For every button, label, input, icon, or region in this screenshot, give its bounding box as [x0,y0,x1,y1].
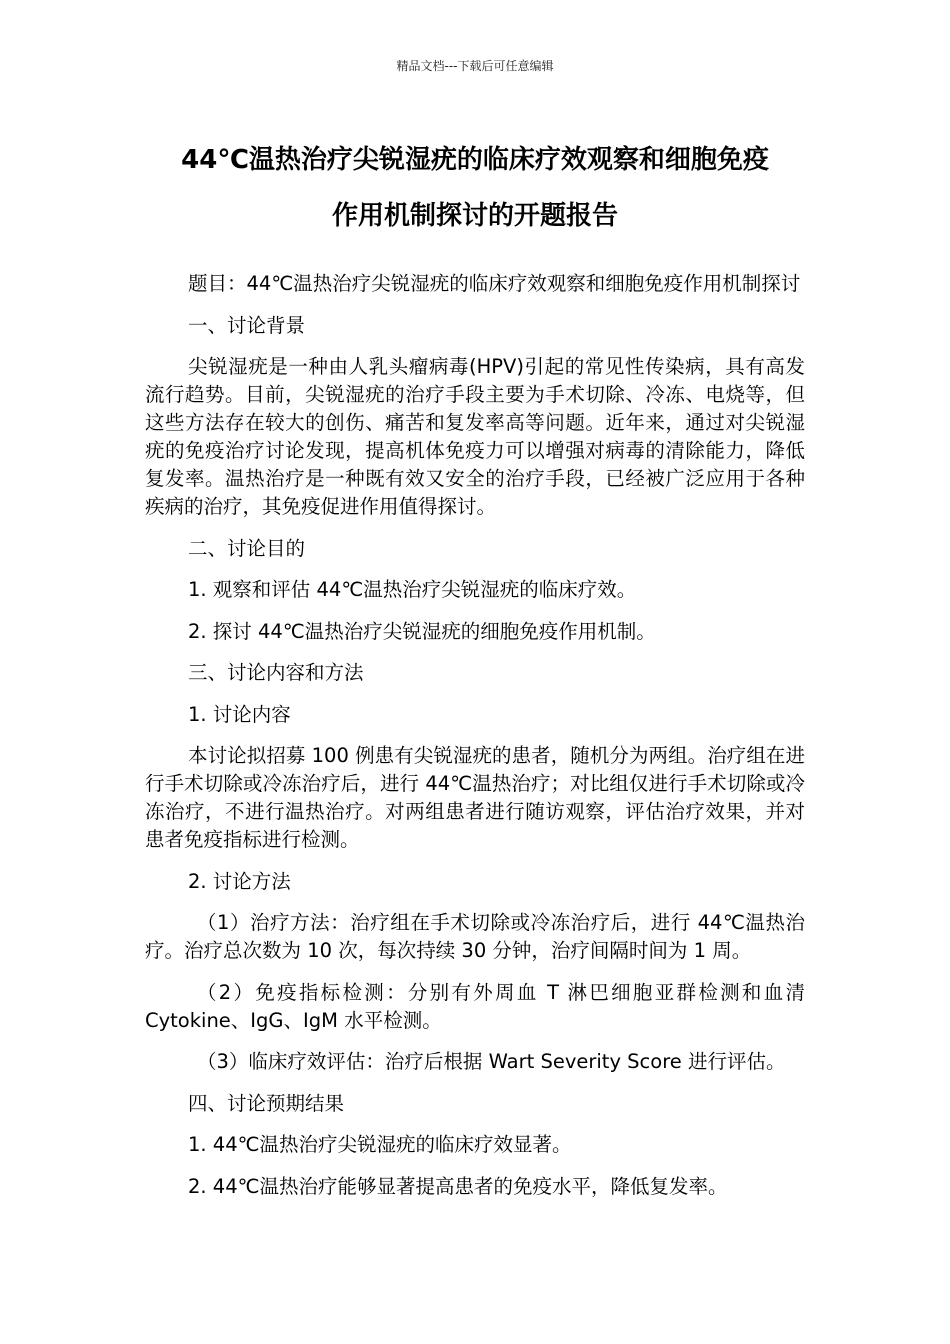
background-paragraph: 尖锐湿疣是一种由人乳头瘤病毒(HPV)引起的常见性传染病，具有高发流行趋势。目前，尖锐湿疣的治疗手段主要为手术切除、冷冻、电烧等，但这些方法存在较大的创伤、痛苦和复发率高等问题。近年来，通过对尖锐湿疣的免疫治疗讨论发现，提高机体免疫力可以增强对病毒的清除能力，降低复发率。温热治疗是一种既有效又安全的治疗手段，已经被广泛应用于各种疾病的治疗，其免疫促进作用值得探讨。 [145,355,805,518]
section-heading-expected-results: 四、讨论预期结果 [188,1091,345,1115]
expected-result-2: 2. 44℃温热治疗能够显著提高患者的免疫水平，降低复发率。 [188,1174,728,1198]
purpose-item-2: 2. 探讨 44℃温热治疗尖锐湿疣的细胞免疫作用机制。 [188,619,656,643]
header-note: 精品文档---下载后可任意编辑 [396,59,554,73]
expected-result-1: 1. 44℃温热治疗尖锐湿疣的临床疗效显著。 [188,1133,572,1156]
title-line-1: 44℃温热治疗尖锐湿疣的临床疗效观察和细胞免疫 [181,145,769,175]
method-item-1: （1）治疗方法：治疗组在手术切除或冷冻治疗后，进行 44℃温热治疗。治疗总次数为 10 次，每次持续 30 分钟，治疗间隔时间为 1 周。 [145,911,805,962]
content-paragraph: 本讨论拟招募 100 例患有尖锐湿疣的患者，随机分为两组。治疗组在进行手术切除或冷冻治疗后，进行 44℃温热治疗；对比组仅进行手术切除或冷冻治疗，不进行温热治疗。对两组患者进行随访观察，评估治疗效果，并对患者免疫指标进行检测。 [145,744,805,851]
subheading-content: 1. 讨论内容 [188,702,291,726]
method-item-2: （2）免疫指标检测：分别有外周血 T 淋巴细胞亚群检测和血清 Cytokine、IgG、IgM 水平检测。 [145,980,805,1032]
section-heading-background: 一、讨论背景 [188,313,306,337]
topic-paragraph: 题目：44℃温热治疗尖锐湿疣的临床疗效观察和细胞免疫作用机制探讨 [188,272,801,295]
document-body [145,270,805,1214]
section-heading-content-methods: 三、讨论内容和方法 [188,661,364,684]
title-line-2: 作用机制探讨的开题报告 [331,201,618,231]
subheading-methods: 2. 讨论方法 [188,869,291,893]
method-item-3: （3）临床疗效评估：治疗后根据 Wart Severity Score 进行评估。 [197,1050,786,1073]
document-title [145,132,805,244]
section-heading-purpose: 二、讨论目的 [188,536,306,560]
purpose-item-1: 1. 观察和评估 44℃温热治疗尖锐湿疣的临床疗效。 [188,578,637,601]
